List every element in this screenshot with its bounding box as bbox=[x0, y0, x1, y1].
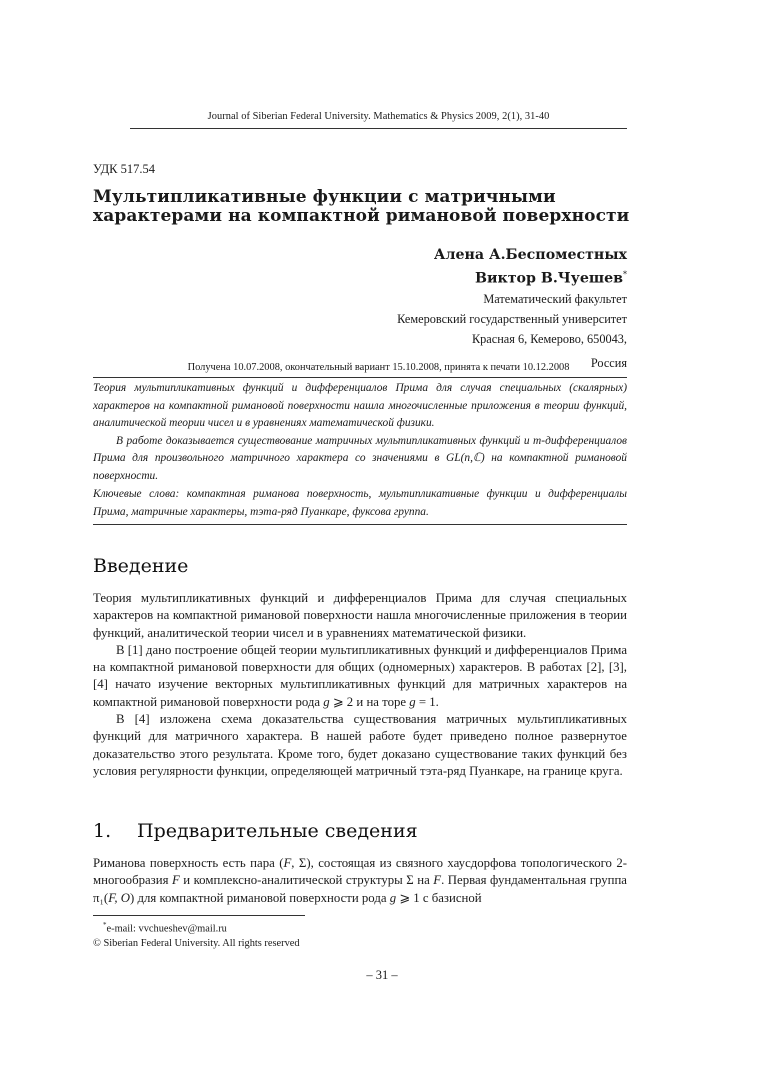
footnotes bbox=[93, 918, 300, 951]
abstract-top-rule bbox=[93, 377, 627, 378]
section-heading-introduction: Введение bbox=[93, 555, 189, 577]
section-number: 1. bbox=[93, 820, 112, 842]
affiliation-address: Красная 6, Кемерово, 650043, bbox=[471, 331, 627, 346]
paper-title bbox=[93, 188, 633, 226]
introduction-body bbox=[93, 590, 627, 780]
footnote-copyright: © Siberian Federal University. All rights reserved bbox=[93, 937, 300, 949]
math-expression: GL(n,ℂ) bbox=[446, 452, 485, 464]
footnote-marker: * bbox=[623, 270, 627, 279]
math-variable: g bbox=[409, 694, 416, 709]
page-number: – 31 – bbox=[366, 968, 398, 982]
affiliation-faculty: Математический факультет bbox=[483, 291, 627, 306]
author-name: Алена А.Беспоместных bbox=[433, 247, 627, 263]
header-rule bbox=[130, 128, 627, 129]
received-dates: Получена 10.07.2008, окончательный вариант 15.10.2008, принята к печати 10.12.2008 bbox=[187, 362, 570, 373]
body-paragraph: Теория мультипликативных функций и дифференциалов Прима для случая специальных характеров на компактной римановой поверхности нашла многочисленные приложения в теории функций, аналитической теории чисел и в уравнениях математической физики. bbox=[93, 591, 627, 640]
affiliation-university: Кемеровский государственный университет bbox=[397, 311, 627, 326]
body-paragraph: В [4] изложена схема доказательства существования матричных мультипликативных функций для матричного характера. В нашей работе будет приведено полное развернутое доказательство этого результата. Кроме того, будет доказано существование таких функций без условия регулярности функции, определяющей матричный тэта-ряд Пуанкаре, на границе круга. bbox=[93, 712, 627, 778]
abstract bbox=[93, 380, 627, 485]
udk-code: УДК 517.54 bbox=[93, 162, 155, 176]
body-paragraph: Риманова поверхность есть пара (F, Σ), состоящая из связного хаусдорфова топологического 2-многообразия F и комплексно-аналитической структуры Σ на F. Первая фундаментальная группа π₁(F, O) для компактной римановой поверхности рода g ⩾ 1 с базисной bbox=[93, 856, 627, 905]
abstract-paragraph: Теория мультипликативных функций и дифференциалов Прима для случая специальных (скалярных) характеров на компактной римановой поверхности нашла многочисленные приложения в теории функций, аналитической теории чисел и в уравнениях математической физики. bbox=[93, 382, 627, 429]
title-line-1: Мультипликативные функции с матричными bbox=[93, 187, 556, 207]
title-line-2: характерами на компактной римановой поверхности bbox=[93, 206, 630, 226]
section-heading-preliminaries bbox=[93, 820, 418, 842]
abstract-bottom-rule bbox=[93, 524, 627, 525]
section-title: Предварительные сведения bbox=[137, 820, 418, 842]
section1-body bbox=[93, 855, 627, 907]
body-paragraph: В [1] дано построение общей теории мультипликативных функций и дифференциалов Прима на компактной римановой поверхности для общих (одномерных) характеров. В работах [2], [3], [4] начато изучение векторных мультипликативных функций для матричных характеров на компактной римановой поверхности рода g ⩾ 2 и на торе g = 1. bbox=[93, 642, 627, 709]
math-variable: g bbox=[323, 694, 330, 709]
email-link[interactable]: e-mail: vvchueshev@mail.ru bbox=[106, 923, 227, 935]
footnote-rule bbox=[93, 915, 305, 916]
footnote-email: *e-mail: vvchueshev@mail.ru bbox=[103, 921, 227, 935]
keywords: Ключевые слова: компактная риманова поверхность, мультипликативные функции и дифференциалы Прима, матричные характеры, тэта-ряд Пуанкаре, фуксова группа. bbox=[93, 488, 627, 518]
author-block bbox=[397, 245, 627, 373]
abstract-paragraph: В работе доказывается существование матричных мультипликативных функций и m-дифференциалов Прима для произвольного матричного характера со значениями в GL(n,ℂ) на компактной римановой поверхности. bbox=[93, 434, 627, 482]
affiliation-country: Россия bbox=[590, 355, 627, 370]
author-name: Виктор В.Чуешев* bbox=[475, 270, 627, 287]
running-head: Journal of Siberian Federal University. Mathematics & Physics 2009, 2(1), 31-40 bbox=[207, 111, 550, 122]
